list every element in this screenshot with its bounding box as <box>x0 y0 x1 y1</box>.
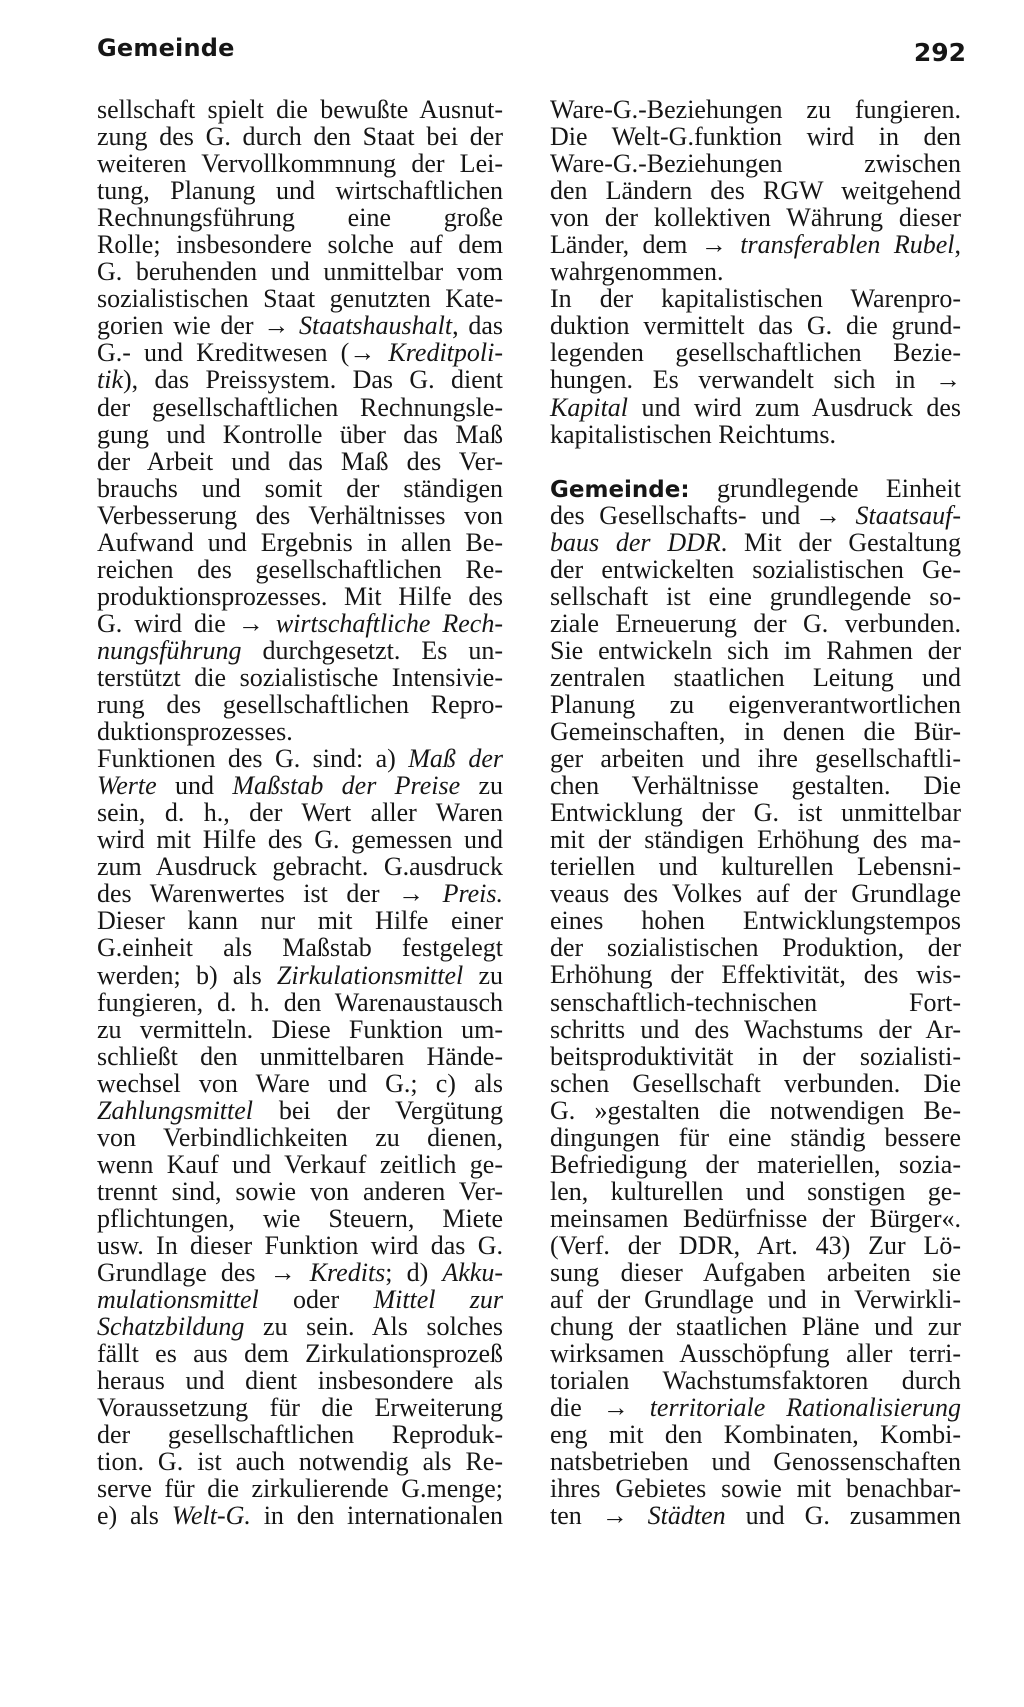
text-segment: Dieser kann nur mit Hilfe einer <box>97 906 503 936</box>
text-segment: des Warenwertes ist der → <box>97 879 443 909</box>
text-line <box>97 989 503 1016</box>
text-segment: Ware-G.-Beziehungen zwischen <box>550 149 961 179</box>
text-segment: brauchs und somit der ständigen <box>97 473 503 503</box>
cross-reference-term: Welt-G. <box>171 1501 251 1531</box>
text-segment: sozialistischen Staat genutzten Kate- <box>97 284 503 314</box>
text-segment: G. beruhenden und unmittelbar vom <box>97 257 503 287</box>
text-line <box>97 150 503 177</box>
text-segment: torialen Wachstumsfaktoren durch <box>550 1366 961 1396</box>
text-segment: serve für die zirkulierende G.menge; <box>97 1474 503 1504</box>
text-line <box>97 1151 503 1178</box>
text-segment: zung des G. durch den Staat bei der <box>97 122 503 152</box>
text-line <box>97 610 503 637</box>
text-segment: werden; b) als <box>97 960 277 990</box>
text-segment: G.einheit als Maßstab festgelegt <box>97 933 503 963</box>
text-segment: kapitalistischen Reichtums. <box>550 419 836 449</box>
text-line <box>550 907 961 934</box>
paragraph-gap <box>550 448 961 475</box>
text-segment: Rechnungsführung eine große <box>97 203 503 233</box>
text-line <box>97 1205 503 1232</box>
text-segment: die → <box>550 1393 650 1423</box>
text-segment: produktionsprozesses. Mit Hilfe des <box>97 581 503 611</box>
text-segment: eng mit den Kombinaten, Kombi- <box>550 1420 961 1450</box>
text-line <box>550 258 961 285</box>
text-segment: fungieren, d. h. den Warenaustausch <box>97 987 503 1017</box>
cross-reference-term: wirtschaftliche Rech- <box>275 608 503 638</box>
text-line <box>97 123 503 150</box>
text-segment: heraus und dient insbesondere als <box>97 1366 503 1396</box>
text-line <box>550 529 961 556</box>
text-segment: senschaftlich-technischen Fort- <box>550 987 961 1017</box>
text-line <box>550 1394 961 1421</box>
text-line <box>550 826 961 853</box>
text-segment: ten → <box>550 1501 648 1531</box>
text-segment: von der kollektiven Währung dieser <box>550 203 961 233</box>
text-segment: (Verf. der DDR, Art. 43) Zur Lö- <box>550 1230 961 1260</box>
text-line <box>97 1340 503 1367</box>
text-segment: der sozialistischen Produktion, der <box>550 933 961 963</box>
text-segment: meinsamen Bedürfnisse der Bürger«. <box>550 1203 961 1233</box>
text-segment: ziale Erneuerung der G. verbunden. <box>550 608 961 638</box>
text-segment: Verbesserung des Verhältnisses von <box>97 500 503 530</box>
text-line <box>97 1097 503 1124</box>
text-segment: Sie entwickeln sich im Rahmen der <box>550 635 961 665</box>
cross-reference-term: Staatshaushalt <box>298 311 453 341</box>
text-line <box>97 475 503 502</box>
text-line <box>97 177 503 204</box>
text-line <box>97 880 503 907</box>
text-segment: schen Gesellschaft verbunden. Die <box>550 1068 961 1098</box>
text-line <box>550 1286 961 1313</box>
text-line <box>550 150 961 177</box>
text-line <box>97 1043 503 1070</box>
text-segment: ; d) <box>385 1258 443 1288</box>
cross-reference-term: Maß der <box>408 744 503 774</box>
text-line <box>97 339 503 366</box>
cross-reference-term: Preis. <box>442 879 503 909</box>
text-segment: Ware-G.-Beziehungen zu fungieren. <box>550 95 961 124</box>
text-line <box>550 934 961 961</box>
text-segment: duktion vermittelt das G. die grund- <box>550 311 961 341</box>
cross-reference-term: Kapital <box>550 392 629 422</box>
text-segment: schritts und des Wachstums der Ar- <box>550 1014 961 1044</box>
cross-reference-term: transferablen Rubel <box>740 230 955 260</box>
text-line <box>97 664 503 691</box>
text-line <box>550 610 961 637</box>
text-segment: Entwicklung der G. ist unmittelbar <box>550 798 961 828</box>
text-line <box>550 664 961 691</box>
text-line <box>97 1475 503 1502</box>
text-segment: fällt es aus dem Zirkulationsprozeß <box>97 1339 503 1369</box>
text-line <box>550 1097 961 1124</box>
text-line <box>550 1475 961 1502</box>
text-line <box>550 1313 961 1340</box>
text-segment: Voraussetzung für die Erweiterung <box>97 1393 503 1423</box>
text-segment: ger arbeiten und ihre gesellschaftli- <box>550 744 961 774</box>
text-segment: . Mit der Gestaltung <box>720 527 961 557</box>
text-segment: terstützt die sozialistische Intensivie- <box>97 662 503 692</box>
text-segment: G. »gestalten die notwendigen Be- <box>550 1095 961 1125</box>
text-segment: pflichtungen, wie Steuern, Miete <box>97 1203 503 1233</box>
text-segment: auf der Grundlage und in Verwirkli- <box>550 1285 961 1315</box>
text-line <box>550 1232 961 1259</box>
text-line <box>97 285 503 312</box>
text-segment: In der kapitalistischen Warenpro- <box>550 284 961 314</box>
text-line <box>550 421 961 448</box>
text-segment: des Gesellschafts- und → <box>550 500 856 530</box>
text-line <box>97 1124 503 1151</box>
cross-reference-term: Staatsauf- <box>855 500 961 530</box>
text-line <box>550 366 961 393</box>
text-line <box>550 880 961 907</box>
text-segment: Befriedigung der materiellen, sozia- <box>550 1149 961 1179</box>
text-line <box>97 448 503 475</box>
text-segment: teriellen und kulturellen Lebensni- <box>550 852 961 882</box>
cross-reference-term: Zahlungsmittel <box>97 1095 254 1125</box>
text-line <box>97 1178 503 1205</box>
text-line <box>97 1421 503 1448</box>
text-segment: oder <box>258 1285 374 1315</box>
text-segment: tung, Planung und wirtschaftlichen <box>97 176 503 206</box>
text-line <box>97 799 503 826</box>
text-segment: Funktionen des G. sind: a) <box>97 744 409 774</box>
text-segment: hungen. Es verwandelt sich in → <box>550 365 961 395</box>
cross-reference-term: Städten <box>647 1501 726 1531</box>
text-segment: sellschaft spielt die bewußte Ausnut- <box>97 95 503 124</box>
text-segment: in den internationalen <box>250 1501 503 1531</box>
text-line <box>550 799 961 826</box>
text-segment: G.- und Kreditwesen (→ <box>97 338 389 368</box>
text-line <box>550 989 961 1016</box>
text-line <box>97 718 503 745</box>
text-line <box>97 1286 503 1313</box>
text-segment: tion. G. ist auch notwendig als Re- <box>97 1447 503 1477</box>
text-line <box>550 772 961 799</box>
text-line <box>550 1340 961 1367</box>
text-segment: Planung zu eigenverantwortlichen <box>550 689 961 719</box>
text-segment: Grundlage des → <box>97 1258 310 1288</box>
text-line <box>550 285 961 312</box>
text-segment: zentralen staatlichen Leitung und <box>550 662 961 692</box>
text-segment: sung dieser Aufgaben arbeiten sie <box>550 1257 961 1287</box>
text-line <box>550 1421 961 1448</box>
text-segment: Rolle; insbesondere solche auf dem <box>97 230 503 260</box>
text-line <box>550 583 961 610</box>
text-segment: , das <box>452 311 503 341</box>
cross-reference-term: Kreditpoli- <box>388 338 503 368</box>
text-segment: rung des gesellschaftlichen Repro- <box>97 690 503 720</box>
text-line <box>550 204 961 231</box>
text-line <box>97 772 503 799</box>
text-segment: der gesellschaftlichen Rechnungsle- <box>97 392 503 422</box>
text-segment: grundlegende Einheit <box>689 473 961 503</box>
text-segment: und <box>156 771 233 801</box>
text-line <box>550 96 961 123</box>
text-segment: len, kulturellen und sonstigen ge- <box>550 1176 961 1206</box>
text-line <box>550 1367 961 1394</box>
text-line <box>97 312 503 339</box>
text-line <box>550 691 961 718</box>
text-line <box>550 1124 961 1151</box>
text-segment: ihres Gebietes sowie mit benachbar- <box>550 1474 961 1504</box>
text-segment: chung der staatlichen Pläne und zur <box>550 1312 961 1342</box>
text-segment: bei der Vergütung <box>253 1095 503 1125</box>
text-line <box>97 204 503 231</box>
text-segment: zu sein. Als solches <box>244 1312 503 1342</box>
cross-reference-term: mulationsmittel <box>97 1285 259 1315</box>
text-line <box>97 583 503 610</box>
text-segment: wahrgenommen. <box>550 257 724 287</box>
text-line <box>550 1448 961 1475</box>
text-segment: zum Ausdruck gebracht. G.ausdruck <box>97 852 503 882</box>
text-line <box>550 177 961 204</box>
text-segment: , <box>954 230 961 260</box>
text-line <box>97 421 503 448</box>
text-line <box>97 962 503 989</box>
text-line <box>97 366 503 393</box>
text-segment: der Arbeit und das Maß des Ver- <box>97 446 503 476</box>
text-line <box>97 1502 503 1529</box>
text-line <box>550 502 961 529</box>
text-segment: Die Welt-G.funktion wird in den <box>550 122 961 152</box>
text-line <box>97 1313 503 1340</box>
text-segment: trennt sind, sowie von anderen Ver- <box>97 1176 503 1206</box>
text-segment: der gesellschaftlichen Reproduk- <box>97 1420 503 1450</box>
text-line <box>97 1367 503 1394</box>
text-line <box>97 1394 503 1421</box>
text-line <box>550 745 961 772</box>
text-segment: reichen des gesellschaftlichen Re- <box>97 554 503 584</box>
text-segment: mit der ständigen Erhöhung des ma- <box>550 825 961 855</box>
text-segment: Erhöhung der Effektivität, des wis- <box>550 960 961 990</box>
text-segment: e) als <box>97 1501 172 1531</box>
text-line <box>550 1259 961 1286</box>
text-segment: schließt den unmittelbaren Hände- <box>97 1041 503 1071</box>
entry-keyword: Gemeinde: <box>550 476 690 503</box>
text-segment: sellschaft ist eine grundlegende so- <box>550 581 961 611</box>
text-line <box>550 637 961 664</box>
text-line <box>550 961 961 988</box>
text-segment: chen Verhältnisse gestalten. Die <box>550 771 961 801</box>
text-segment: usw. In dieser Funktion wird das G. <box>97 1230 503 1260</box>
text-segment: Aufwand und Ergebnis in allen Be- <box>97 527 503 557</box>
text-line <box>97 556 503 583</box>
text-segment: Gemeinschaften, in denen die Bür- <box>550 717 961 747</box>
text-line <box>97 529 503 556</box>
text-line <box>550 1070 961 1097</box>
text-segment: und G. zusammen <box>725 1501 961 1531</box>
text-segment: duktionsprozesses. <box>97 717 293 747</box>
text-segment: Länder, dem → <box>550 230 741 260</box>
text-segment: ), das Preissystem. Das G. dient <box>123 365 503 395</box>
text-segment: gung und Kontrolle über das Maß <box>97 419 503 449</box>
text-line <box>97 502 503 529</box>
text-line <box>97 907 503 934</box>
text-line <box>550 231 961 258</box>
text-line <box>550 853 961 880</box>
text-line <box>97 1259 503 1286</box>
text-line <box>97 691 503 718</box>
text-line <box>97 1070 503 1097</box>
left-text-column <box>97 96 503 1529</box>
cross-reference-term: Kredits <box>309 1258 386 1288</box>
cross-reference-term: Schatzbildung <box>97 1312 245 1342</box>
text-line <box>550 556 961 583</box>
text-segment: zu vermitteln. Diese Funktion um- <box>97 1014 503 1044</box>
cross-reference-term: territoriale Rationalisierung <box>649 1393 961 1423</box>
cross-reference-term: nungsführung <box>97 635 242 665</box>
text-segment: der entwickelten sozialistischen Ge- <box>550 554 961 584</box>
text-line <box>550 1178 961 1205</box>
text-line <box>550 1205 961 1232</box>
text-line <box>97 231 503 258</box>
text-segment: sein, d. h., der Wert aller Waren <box>97 798 503 828</box>
text-line <box>550 339 961 366</box>
text-segment: beitsproduktivität in der sozialisti- <box>550 1041 961 1071</box>
running-head: Gemeinde <box>97 34 235 62</box>
text-line <box>97 394 503 421</box>
text-segment: wenn Kauf und Verkauf zeitlich ge- <box>97 1149 503 1179</box>
text-line <box>550 1502 961 1529</box>
text-segment: den Ländern des RGW weitgehend <box>550 176 961 206</box>
text-segment: weiteren Vervollkommnung der Lei- <box>97 149 503 179</box>
text-line <box>550 394 961 421</box>
text-segment: dingungen für eine ständig bessere <box>550 1122 961 1152</box>
text-line <box>97 853 503 880</box>
text-line <box>97 637 503 664</box>
cross-reference-term: tik <box>97 365 123 395</box>
text-segment: G. wird die → <box>97 608 276 638</box>
text-line <box>97 934 503 961</box>
text-line <box>97 96 503 123</box>
right-text-column <box>550 96 961 1529</box>
cross-reference-term: Maßstab der Preise <box>232 771 461 801</box>
cross-reference-term: Akku- <box>442 1258 503 1288</box>
text-segment: wirksamen Ausschöpfung aller terri- <box>550 1339 961 1369</box>
text-segment: zu <box>463 960 503 990</box>
text-line <box>550 718 961 745</box>
text-line <box>97 1232 503 1259</box>
cross-reference-term: Mittel zur <box>373 1285 503 1315</box>
text-segment: veaus des Volkes auf der Grundlage <box>550 879 961 909</box>
text-line <box>550 1043 961 1070</box>
cross-reference-term: Zirkulationsmittel <box>276 960 464 990</box>
text-segment: legenden gesellschaftlichen Bezie- <box>550 338 961 368</box>
text-segment: durchgesetzt. Es un- <box>241 635 503 665</box>
page-number: 292 <box>913 38 966 67</box>
text-line <box>550 1151 961 1178</box>
text-segment: wechsel von Ware und G.; c) als <box>97 1068 503 1098</box>
text-line <box>550 312 961 339</box>
text-line <box>97 1016 503 1043</box>
text-segment: gorien wie der → <box>97 311 299 341</box>
cross-reference-term: Werte <box>97 771 157 801</box>
text-segment: eines hohen Entwicklungstempos <box>550 906 961 936</box>
text-line <box>550 1016 961 1043</box>
cross-reference-term: baus der DDR <box>550 527 721 557</box>
text-line <box>97 258 503 285</box>
text-segment: wird mit Hilfe des G. gemessen und <box>97 825 503 855</box>
text-line <box>97 745 503 772</box>
text-line <box>97 826 503 853</box>
text-line <box>550 475 961 502</box>
text-segment: zu <box>460 771 503 801</box>
text-line <box>97 1448 503 1475</box>
text-segment: von Verbindlichkeiten zu dienen, <box>97 1122 503 1152</box>
text-segment: und wird zum Ausdruck des <box>628 392 961 422</box>
text-line <box>550 123 961 150</box>
text-segment: natsbetrieben und Genossenschaften <box>550 1447 961 1477</box>
